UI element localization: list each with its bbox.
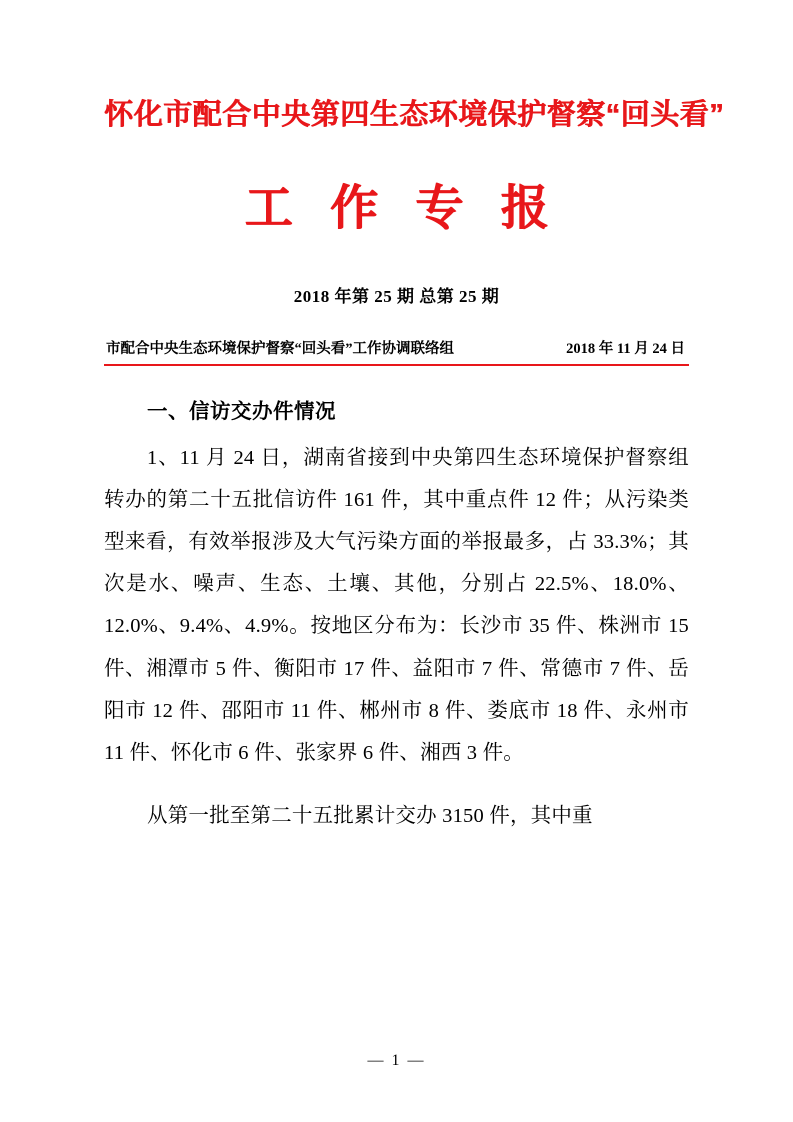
page-number: — 1 —	[367, 1052, 426, 1069]
paragraph-2: 从第一批至第二十五批累计交办 3150 件，其中重	[147, 804, 593, 827]
document-title-line-2: 工 作 专 报	[244, 181, 561, 235]
document-title-line-1: 怀化市配合中央第四生态环境保护督察“回头看”	[104, 99, 725, 131]
issue-date: 2018 年 11 月 24 日	[566, 340, 685, 357]
byline-row	[104, 337, 689, 364]
issuing-organization: 市配合中央生态环境保护督察“回头看”工作协调联络组	[106, 340, 454, 357]
red-divider-rule	[104, 364, 689, 366]
section-heading-1: 一、信访交办件情况	[147, 399, 336, 423]
paragraph-1: 1、11 月 24 日，湖南省接到中央第四生态环境保护督察组转办的第二十五批信访件 161 件，其中重点件 12 件；从污染类型来看，有效举报涉及大气污染方面的举报最多，占 33.3%；其次是水、噪声、生态、土壤、其他，分别占 22.5%、18.0%、12.0%、9.4%、4.9%。按地区分布为：长沙市 35 件、株洲市 15 件、湘潭市 5 件、衡阳市 17 件、益阳市 7 件、常德市 7 件、岳阳市 12 件、邵阳市 11 件、郴州市 8 件、娄底市 18 件、永州市 11 件、怀化市 6 件、张家界 6 件、湘西 3 件。	[104, 446, 689, 765]
masthead	[104, 0, 725, 307]
body-content	[104, 396, 689, 837]
issue-number: 2018 年第 25 期 总第 25 期	[293, 286, 500, 306]
